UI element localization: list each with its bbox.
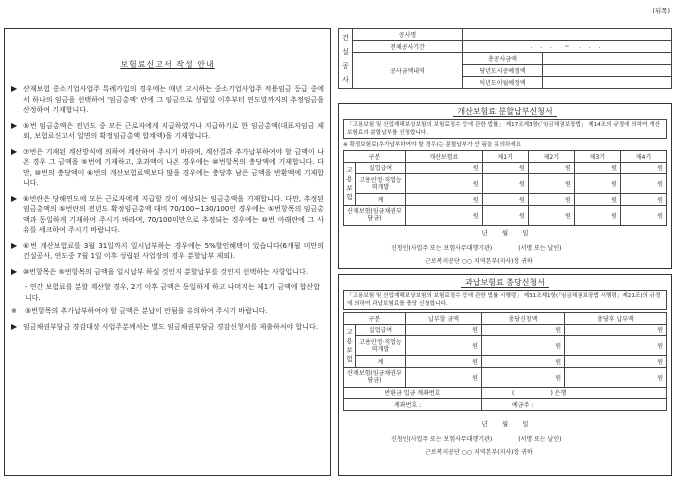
amount-cell[interactable]: 원 bbox=[620, 194, 666, 206]
depositor-field[interactable]: 예금주 : bbox=[481, 399, 666, 411]
instruction-item: ▶ ⑤번 임금총액은 전년도 중 모든 근로자에게 지급하였거나 지급하기로 한 임금총액(대표자임금 제외, 보험료신고서 일면의 확정임금총액 합계액)을 기재합니다. bbox=[11, 120, 324, 140]
project-period-field[interactable]: . . . ~ . . . bbox=[463, 41, 672, 53]
project-name-label: 공사명 bbox=[353, 29, 463, 41]
installment-legal-text: 「고용보험 및 산업재해보상보험의 보험료징수 등에 관한 법률」 제17조제3항(「임금채권보장법」 제14조의 규정에 의하여 개산보험료의 분할납부를 신청합니다. bbox=[343, 119, 667, 139]
construction-info-table bbox=[338, 28, 672, 89]
amount-cell[interactable]: 원 bbox=[528, 194, 574, 206]
amount-cell[interactable]: 원 bbox=[620, 205, 666, 225]
amount-cell[interactable]: 원 bbox=[482, 194, 528, 206]
amount-cell[interactable]: 원 bbox=[406, 205, 483, 225]
refund-account-label: 반환금 입금 계좌번호 bbox=[344, 387, 482, 399]
instructions-title: 보험료신고서 작성 안내 bbox=[120, 60, 215, 69]
amount-cell[interactable]: 원 bbox=[406, 367, 482, 387]
overpayment-table: 구분 납부할 금액 충당신청액 충당후 납부액 고 용 보 험 실업급여 원 원 원 고용안정·직업능력개발 원 원 원 계 원 원 원 산재보험(임금채권부담금) 원 원 원 반환금 입금 계좌번호 ( ) 은행 계좌번호 : 예금주 : bbox=[343, 312, 667, 411]
instruction-sub-note: - 연간 보험료를 분할 계산할 경우, 2기 이후 금액은 동일하게 하고 나머지는 제1기 금액에 합산합니다. bbox=[25, 283, 321, 302]
installment-application bbox=[338, 103, 672, 269]
project-period-label: 전체공사기간 bbox=[353, 41, 463, 53]
next-year-amount-label: 익년도이월예정액 bbox=[463, 77, 543, 89]
instructions-panel bbox=[4, 28, 331, 476]
back-page-mark: (뒤쪽) bbox=[652, 7, 670, 15]
overpayment-legal-text: 「고용보험 및 산업재해보상보험의 보험료징수 등에 관한 법률 시행령」 제31조제1항(「임금채권보장법 시행령」제21조)의 규정에 의하여 과납보험료를 충당 신청합니다. bbox=[343, 290, 667, 310]
amount-cell[interactable]: 원 bbox=[406, 162, 483, 174]
overpayment-application bbox=[338, 274, 672, 476]
amount-cell[interactable]: 원 bbox=[481, 336, 564, 356]
overpayment-title: 과납보험료 충당신청서 bbox=[461, 278, 549, 288]
amount-cell[interactable]: 원 bbox=[482, 162, 528, 174]
amount-cell[interactable]: 원 bbox=[482, 174, 528, 194]
instruction-item: ▶ 임금채권부담금 경감대상 사업주분께서는 별도 임금채권부담금 경감신청서를 제출하셔야 합니다. bbox=[11, 321, 319, 331]
installment-signer: 신청인(사업주 또는 보험사무대행기관) (서명 또는 날인) bbox=[391, 244, 562, 252]
amount-cell[interactable]: 원 bbox=[406, 336, 482, 356]
amount-cell[interactable]: 원 bbox=[406, 356, 482, 368]
amount-cell[interactable]: 원 bbox=[482, 205, 528, 225]
amount-cell[interactable]: 원 bbox=[574, 162, 620, 174]
amount-cell[interactable]: 원 bbox=[481, 356, 564, 368]
instruction-star-note: ※ ⑤번항목의 추가납부하여야 할 금액은 분납이 안됨을 유의하여 주시기 바랍니다. bbox=[11, 307, 268, 315]
amount-cell[interactable]: 원 bbox=[481, 324, 564, 336]
amount-cell[interactable]: 원 bbox=[620, 162, 666, 174]
instruction-item: ▶ ⑦번은 기재된 계산방식에 의하여 계산하여 주시기 바라며, 계산결과 추가납부하여야 할 금액이 나온 경우 그 금액을 ⑤번에 기재하고, 초과액이 나온 경우에는 ⑩번항목의 충당액에 기재합니다. 다만, ⑩번의 충당액이 ⑥번의 개산보험료액보다 많을 경우에는 충당후 남은 금액을 반환액에 기재합니다. bbox=[11, 146, 324, 187]
amount-cell[interactable]: 원 bbox=[528, 205, 574, 225]
refund-bank-field[interactable]: ( ) 은행 bbox=[481, 387, 666, 399]
amount-cell[interactable]: 원 bbox=[406, 324, 482, 336]
overpayment-signer: 신청인(사업주 또는 보험사무대행기관) (서명 또는 날인) bbox=[391, 435, 562, 443]
amount-cell[interactable]: 원 bbox=[481, 367, 564, 387]
amount-cell[interactable]: 원 bbox=[574, 205, 620, 225]
amount-cell[interactable]: 원 bbox=[406, 194, 483, 206]
installment-recipient: 근로복지공단 ○○ 지역본부(지사)장 귀하 bbox=[425, 257, 533, 265]
amount-cell[interactable]: 원 bbox=[565, 324, 667, 336]
employment-insurance-side-label: 고 용 보 험 bbox=[344, 324, 356, 367]
amount-cell[interactable]: 원 bbox=[574, 194, 620, 206]
amount-cell[interactable]: 원 bbox=[565, 367, 667, 387]
amount-cell[interactable]: 원 bbox=[565, 356, 667, 368]
project-amount-label: 공사금액내역 bbox=[353, 53, 463, 89]
this-year-amount-label: 당년도시공예정액 bbox=[463, 65, 543, 77]
total-amount-label: 총공사금액 bbox=[463, 53, 543, 65]
installment-date: 년 월 일 bbox=[481, 228, 529, 237]
construction-side-label: 건 설 공 사 bbox=[339, 29, 353, 89]
installment-title: 개산보험료 분할납부신청서 bbox=[453, 107, 556, 117]
amount-cell[interactable]: 원 bbox=[528, 174, 574, 194]
amount-cell[interactable]: 원 bbox=[528, 162, 574, 174]
overpayment-recipient: 근로복지공단 ○○ 지역본부(지사)장 귀하 bbox=[425, 448, 533, 456]
amount-cell[interactable]: 원 bbox=[574, 174, 620, 194]
installment-table: 구분 개산보험료 제1기 제2기 제3기 제4기 고 용 보 험 실업급여 원 원 원 원 원 고용안정·직업능력개발 원 원 원 원 원 계 원 원 원 원 원 산재보험(임금채권부담금) 원 원 원 원 원 bbox=[343, 150, 667, 226]
instruction-item: ▶ ⑩번항목은 ⑤번항목의 금액을 일시납부 하실 것인지 분할납부를 것인지 선택하는 사항입니다. bbox=[11, 266, 308, 276]
instruction-item: ▶ ⑥번란은 당해연도에 모든 근로자에게 지급할 것이 예상되는 임금총액을 기재합니다. 다만, 추정된 임금총액의 ⑤번란의 전년도 확정임금총액 대비 70/100~130/100인 경우에는 ⑤번항목의 임금총액과 동일하게 기재하여 주시기 바라며, 70/100미만으로 추정되는 경우에는 ⑩번 아래란에 그 사유를 세크하여 주시기 바랍니다. bbox=[11, 193, 324, 234]
instruction-item: ▶ 산재보험 중소기업사업주 특례가입의 경우에는 매년 고시하는 중소기업사업주 적용임금 등급 중에서 하나의 임금을 선택하여 '임금총액' 란에 그 임금으로 성립일 이후부터 연도말까지의 추정임금을 산정하여 기재합니다. bbox=[11, 84, 324, 114]
next-year-amount-field[interactable] bbox=[543, 77, 672, 89]
amount-cell[interactable]: 원 bbox=[406, 174, 483, 194]
project-name-field[interactable] bbox=[463, 29, 672, 41]
amount-cell[interactable]: 원 bbox=[565, 336, 667, 356]
employment-insurance-side-label: 고 용 보 험 bbox=[344, 162, 356, 205]
overpayment-date: 년 월 일 bbox=[481, 419, 529, 428]
total-amount-field[interactable] bbox=[543, 53, 672, 65]
instruction-item: ▶ ⑥번 개산보험료를 3월 31일까지 일시납부하는 경우에는 5%할인혜택이 있습니다(6개월 미만의 건설공사, 연도중 7월 1일 이후 성립된 사업장의 경우 분할납부 제외). bbox=[11, 240, 324, 260]
this-year-amount-field[interactable] bbox=[543, 65, 672, 77]
installment-note: ※ 확정보험료(추가납부하여야 할 경우)는 분할납부가 안 됨을 유의하세요 bbox=[343, 142, 522, 148]
amount-cell[interactable]: 원 bbox=[620, 174, 666, 194]
account-number-field[interactable]: 계좌번호 : bbox=[344, 399, 482, 411]
